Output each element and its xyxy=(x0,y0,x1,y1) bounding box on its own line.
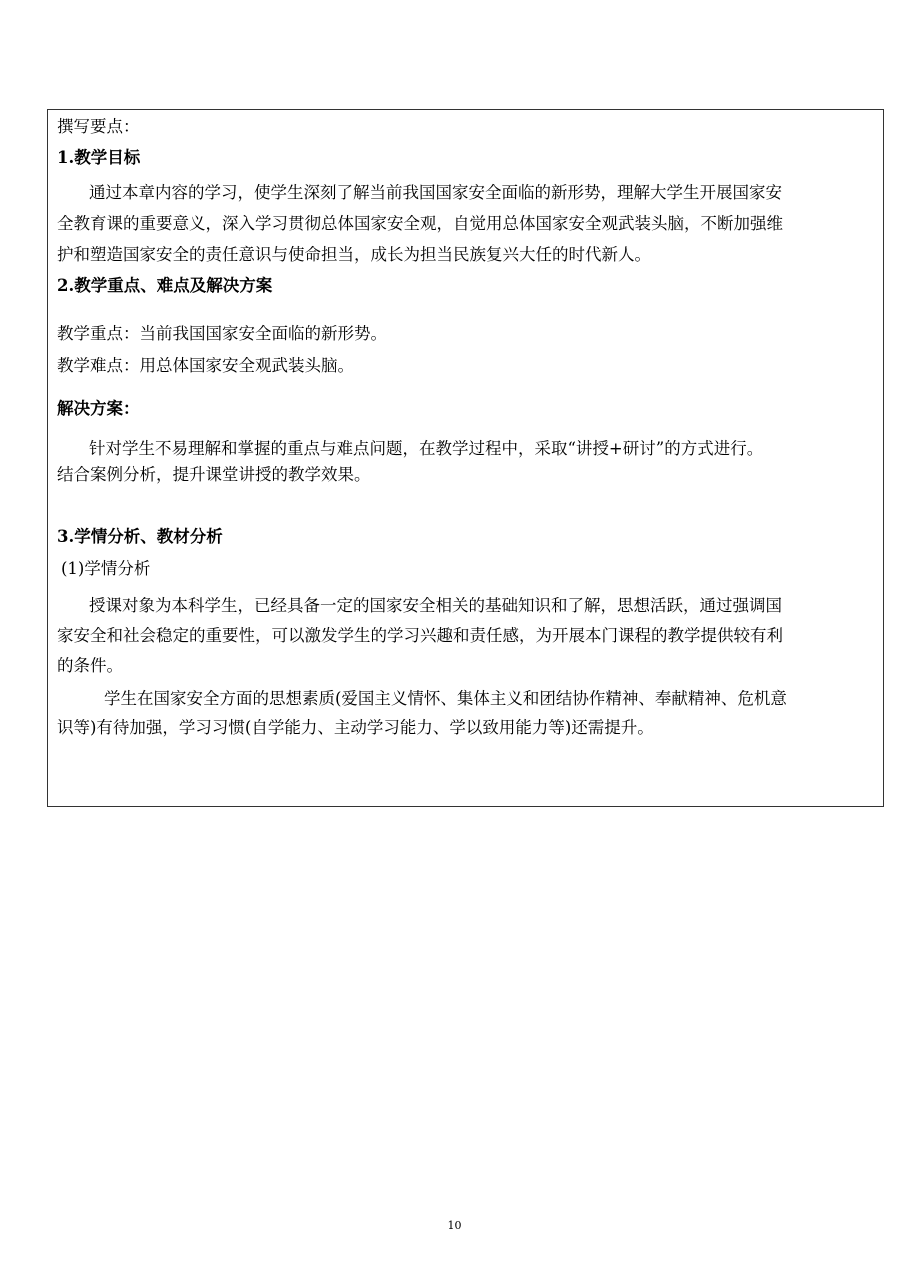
analysis-para2-line-1: 学生在国家安全方面的思想素质(爱国主义情怀、集体主义和团结协作精神、奉献精神、危机意 xyxy=(104,689,787,708)
analysis-para1-line-1: 授课对象为本科学生，已经具备一定的国家安全相关的基础知识和了解，思想活跃，通过强调国 xyxy=(89,596,782,615)
page-number: 10 xyxy=(447,1219,462,1232)
key-point: 教学重点：当前我国国家安全面临的新形势。 xyxy=(57,324,387,343)
analysis-para1-line-3: 的条件。 xyxy=(57,656,123,675)
lesson-plan-box xyxy=(47,109,884,807)
section1-line-3: 护和塑造国家安全的责任意识与使命担当，成长为担当民族复兴大任的时代新人。 xyxy=(57,245,651,264)
solution-line-2: 结合案例分析，提升课堂讲授的教学效果。 xyxy=(57,465,371,484)
intro-label: 撰写要点： xyxy=(57,117,140,136)
section1-line-1: 通过本章内容的学习，使学生深刻了解当前我国国家安全面临的新形势，理解大学生开展国家安 xyxy=(89,183,782,202)
analysis-para1-line-2: 家安全和社会稳定的重要性，可以激发学生的学习兴趣和责任感，为开展本门课程的教学提供较有利 xyxy=(57,626,783,645)
section2-heading: 2.教学重点、难点及解决方案 xyxy=(57,276,273,295)
solution-line-1: 针对学生不易理解和掌握的重点与难点问题，在教学过程中，采取“讲授+研讨”的方式进行。 xyxy=(89,439,764,458)
section1-heading: 1.教学目标 xyxy=(57,148,141,167)
section3-subheading: (1)学情分析 xyxy=(61,559,151,578)
section1-line-2: 全教育课的重要意义，深入学习贯彻总体国家安全观，自觉用总体国家安全观武装头脑，不断加强维 xyxy=(57,214,783,233)
analysis-para2-line-2: 识等)有待加强，学习习惯(自学能力、主动学习能力、学以致用能力等)还需提升。 xyxy=(57,718,654,737)
section3-heading: 3.学情分析、教材分析 xyxy=(57,527,223,546)
solution-heading: 解决方案： xyxy=(57,399,140,418)
difficult-point: 教学难点：用总体国家安全观武装头脑。 xyxy=(57,356,354,375)
